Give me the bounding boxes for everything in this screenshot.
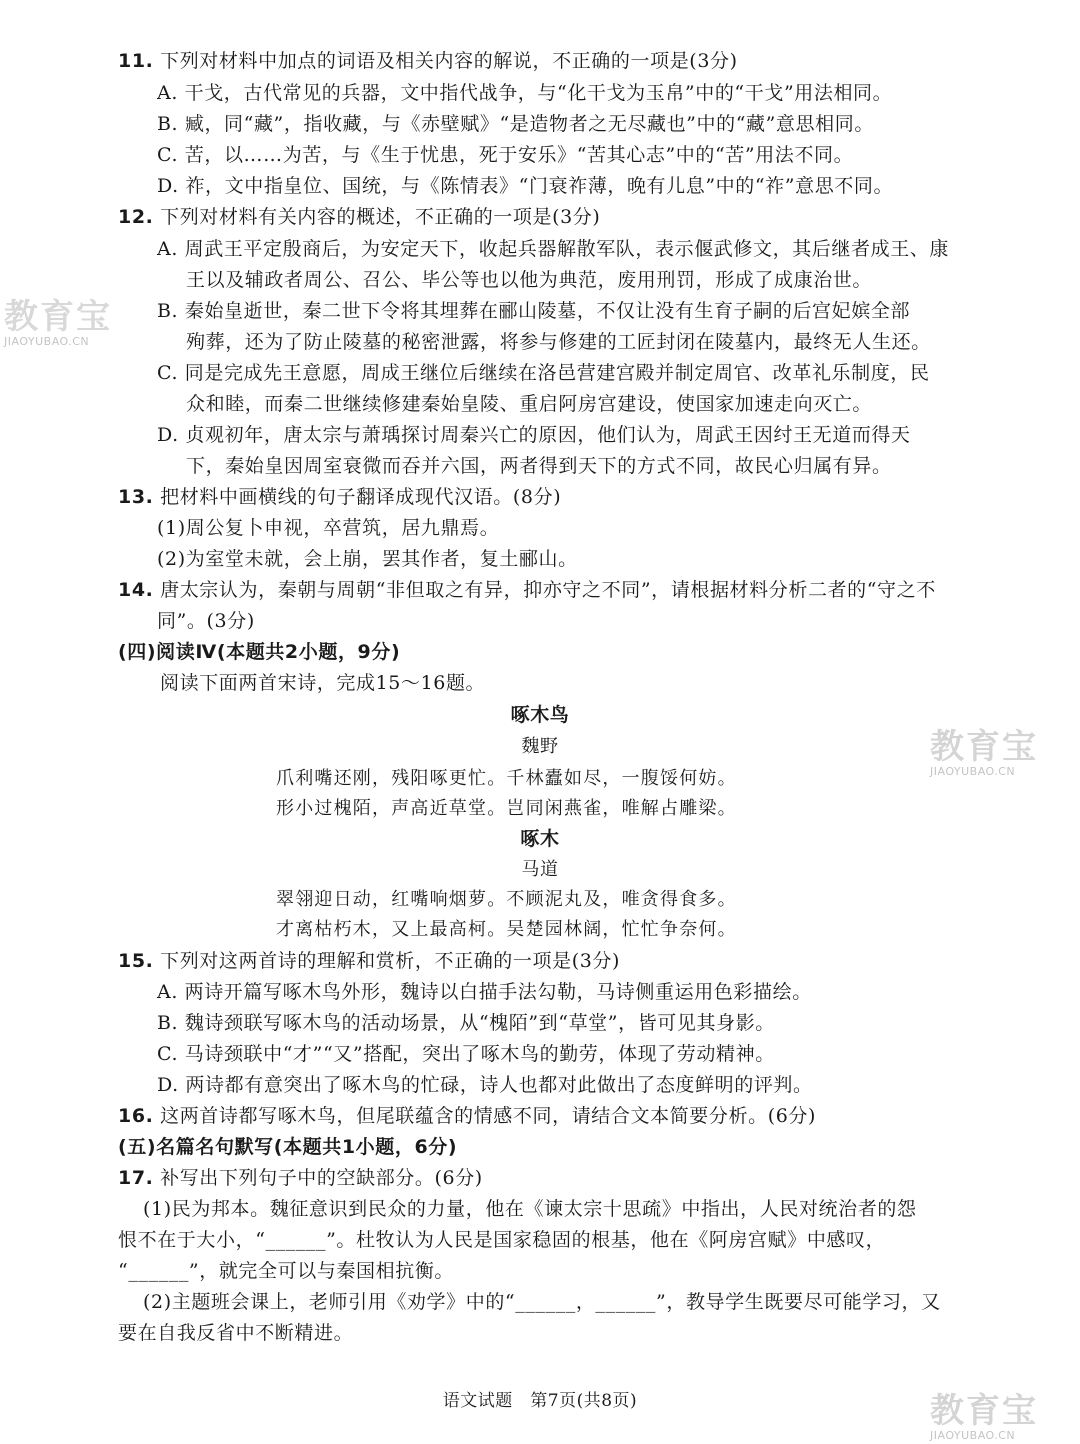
poem1-author: 魏野 (521, 736, 559, 757)
q11-stem: 下列对材料中加点的词语及相关内容的解说，不正确的一项是(3分) (160, 50, 738, 72)
watermark-bottom-brand: 教育宝 (930, 1391, 1038, 1431)
q14-number: 14. (118, 579, 154, 601)
poem2-line1: 翠翎迎日动，红嘴响烟萝。不顾泥丸及，唯贪得食多。 (276, 889, 737, 910)
watermark-right (930, 728, 1038, 778)
section4-heading: (四)阅读Ⅳ(本题共2小题，9分) (118, 641, 401, 663)
q15-stem-line (118, 948, 620, 974)
q17-part1-line3: “______”，就完全可以与秦国相抗衡。 (118, 1260, 455, 1282)
watermark-right-brand: 教育宝 (930, 727, 1038, 767)
q17-stem: 补写出下列句子中的空缺部分。(6分) (160, 1167, 483, 1189)
q17-part2-line1: (2)主题班会课上，老师引用《劝学》中的“______，______”，教导学生既要尽可能学习，又 (143, 1291, 941, 1313)
q15-option-b: B. 魏诗颈联写啄木鸟的活动场景，从“槐陌”到“草堂”，皆可见其身影。 (157, 1012, 775, 1034)
q13-stem-line (118, 484, 561, 510)
q12-option-a-line1: A. 周武王平定殷商后，为安定天下，收起兵器解散军队，表示偃武修文，其后继者成王、康 (157, 238, 950, 260)
q11-option-a: A. 干戈，古代常见的兵器，文中指代战争，与“化干戈为玉帛”中的“干戈”用法相同。 (157, 82, 893, 104)
q12-option-a-line2: 王以及辅政者周公、召公、毕公等也以他为典范，废用刑罚，形成了成康治世。 (186, 269, 873, 291)
q17-part1-line2: 恨不在于大小，“______”。杜牧认为人民是国家稳固的根基，他在《阿房宫赋》中感叹， (118, 1229, 886, 1251)
q11-stem-line (118, 48, 738, 74)
watermark-bottom-url: JIAOYUBAO.CN (930, 1429, 1016, 1442)
q12-number: 12. (118, 206, 154, 228)
q13-stem: 把材料中画横线的句子翻译成现代汉语。(8分) (160, 486, 562, 508)
watermark-left-url: JIAOYUBAO.CN (4, 335, 90, 348)
q14-text-line1: 唐太宗认为，秦朝与周朝“非但取之有异，抑亦守之不同”，请根据材料分析二者的“守之不 (160, 579, 936, 601)
q11-option-b: B. 臧，同“藏”，指收藏，与《赤壁赋》“是造物者之无尽藏也”中的“藏”意思相同。 (157, 113, 874, 135)
q12-option-c-line1: C. 同是完成先王意愿，周成王继位后继续在洛邑营建宫殿并制定周官、改革礼乐制度，民 (157, 362, 930, 384)
q16-stem: 这两首诗都写啄木鸟，但尾联蕴含的情感不同，请结合文本简要分析。(6分) (160, 1105, 817, 1127)
section5-heading: (五)名篇名句默写(本题共1小题，6分) (118, 1136, 458, 1158)
q12-stem: 下列对材料有关内容的概述，不正确的一项是(3分) (160, 206, 601, 228)
q14-line2: 同”。(3分) (157, 610, 255, 632)
q16-number: 16. (118, 1105, 154, 1127)
q17-stem-line (118, 1165, 483, 1191)
q13-sentence-1: (1)周公复卜申视，卒营筑，居九鼎焉。 (157, 517, 500, 539)
watermark-left (4, 298, 112, 348)
poem2-title: 啄木 (520, 828, 560, 850)
q11-option-c: C. 苦，以……为苦，与《生于忧患，死于安乐》“苦其心志”中的“苦”用法不同。 (157, 144, 854, 166)
poem2-line2: 才离枯朽木，又上最高柯。吴楚园林阔，忙忙争奈何。 (276, 919, 737, 940)
section4-intro: 阅读下面两首宋诗，完成15～16题。 (160, 672, 486, 694)
q15-option-c: C. 马诗颈联中“才”“又”搭配，突出了啄木鸟的勤劳，体现了劳动精神。 (157, 1043, 775, 1065)
q17-part1-line1: (1)民为邦本。魏征意识到民众的力量，他在《谏太宗十思疏》中指出，人民对统治者的怨 (143, 1198, 917, 1220)
q15-option-a: A. 两诗开篇写啄木鸟外形，魏诗以白描手法勾勒，马诗侧重运用色彩描绘。 (157, 981, 812, 1003)
poem1-line2: 形小过槐陌，声高近草堂。岂同闲燕雀，唯解占雕梁。 (276, 798, 737, 819)
q15-number: 15. (118, 950, 154, 972)
poem1-title: 啄木鸟 (510, 704, 570, 726)
q12-option-d-line2: 下，秦始皇因周室衰微而吞并六国，两者得到天下的方式不同，故民心归属有异。 (186, 455, 892, 477)
q11-option-d: D. 祚，文中指皇位、国统，与《陈情表》“门衰祚薄，晚有儿息”中的“祚”意思不同。 (157, 175, 894, 197)
q15-option-d: D. 两诗都有意突出了啄木鸟的忙碌，诗人也都对此做出了态度鲜明的评判。 (157, 1074, 813, 1096)
q15-stem: 下列对这两首诗的理解和赏析，不正确的一项是(3分) (160, 950, 621, 972)
q16-stem-line (118, 1103, 816, 1129)
poem1-line1: 爪利嘴还刚，残阳啄更忙。千林蠹如尽，一腹馁何妨。 (276, 768, 737, 789)
q12-stem-line (118, 204, 600, 230)
q17-number: 17. (118, 1167, 154, 1189)
q12-option-b-line1: B. 秦始皇逝世，秦二世下令将其埋葬在郦山陵墓，不仅让没有生育子嗣的后宫妃嫔全部 (157, 300, 911, 322)
q14-line1 (118, 577, 936, 603)
q11-number: 11. (118, 50, 154, 72)
q12-option-b-line2: 殉葬，还为了防止陵墓的秘密泄露，将参与修建的工匠封闭在陵墓内，最终无人生还。 (186, 331, 931, 353)
poem2-author: 马道 (521, 859, 559, 880)
watermark-right-url: JIAOYUBAO.CN (930, 765, 1016, 778)
q13-number: 13. (118, 486, 154, 508)
q17-part2-line2: 要在自我反省中不断精进。 (118, 1322, 354, 1344)
page-footer: 语文试题 第7页(共8页) (442, 1391, 638, 1411)
q12-option-c-line2: 众和睦，而秦二世继续修建秦始皇陵、重启阿房宫建设，使国家加速走向灭亡。 (186, 393, 873, 415)
watermark-bottom-right (930, 1392, 1038, 1442)
watermark-left-brand: 教育宝 (4, 297, 112, 337)
q13-sentence-2: (2)为室堂未就，会上崩，罢其作者，复土郦山。 (157, 548, 578, 570)
q12-option-d-line1: D. 贞观初年，唐太宗与萧瑀探讨周秦兴亡的原因，他们认为，周武王因纣王无道而得天 (157, 424, 911, 446)
